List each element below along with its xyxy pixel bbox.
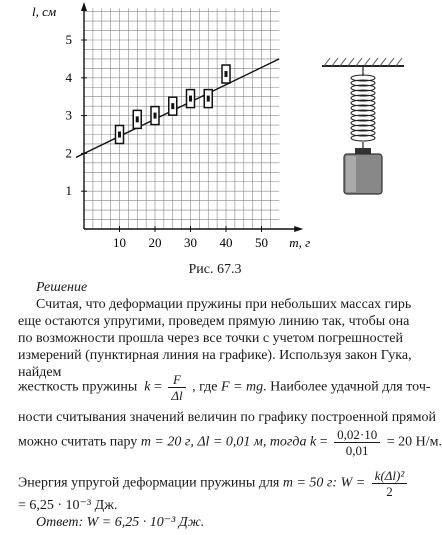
y-tick-label: 2 (65, 145, 72, 161)
figure-caption: Рис. 67.3 (188, 262, 242, 277)
x-tick-label: 50 (255, 235, 268, 250)
y-tick-label: 5 (65, 32, 72, 47)
y-axis-arrow (81, 2, 87, 11)
x-tick-label: 10 (113, 235, 126, 250)
x-axis-arrow (294, 226, 303, 232)
data-point-center (225, 71, 228, 77)
stiffness-calc-line: можно считать пару m = 20 г, Δl = 0,01 м, тогда k = $\frac{0,02\cdot 10}{0,01}$ = 20 Н/м. (18, 427, 442, 458)
data-point-center (207, 96, 210, 102)
data-point-center (136, 116, 139, 122)
stiffness-calc-fraction: $\frac{0,02\cdot 10}{0,01}$ (334, 427, 380, 458)
ceiling-hatching (324, 58, 402, 66)
y-tick-label: 4 (65, 69, 72, 85)
data-point-center (171, 103, 174, 109)
x-axis-label: m, г (289, 235, 311, 250)
figure (0, 0, 430, 262)
y-tick-label: 1 (65, 183, 72, 199)
fit-line (76, 59, 279, 157)
energy-result: = 6,25 · 10⁻³ Дж. (18, 498, 118, 513)
solution-heading: Решение (36, 280, 88, 295)
stiffness-line: жесткость пружины k = $\frac{F}{\Delta l}$ , где F = mg. Наиболее удачной для точ- (18, 372, 431, 403)
energy-line: Энергия упругой деформации пружины для m = 50 г: W = $\frac{\text{k(Δl)²}}{2}$ (18, 468, 410, 499)
weight (344, 148, 382, 194)
answer-line: Ответ: W = 6,25 · 10⁻³ Дж. (36, 515, 205, 530)
x-tick-label: 40 (219, 235, 233, 250)
data-point-center (118, 132, 121, 138)
hooke-chart (32, 2, 310, 250)
spring-coils (351, 75, 375, 141)
x-tick-label: 30 (184, 235, 197, 250)
data-point-center (189, 96, 192, 102)
solution-paragraph: Считая, что деформации пружины при небольших массах гирь еще остаются упругими, проведем прямую линию так, чтобы она по возможности прошла через все точки с учетом погрешностей измерений (пунктирная линия на графике). Используя закон Гука, найдем (18, 297, 412, 380)
data-point-center (154, 113, 157, 119)
energy-fraction: $\frac{\text{k(Δl)²}}{2}$ (372, 468, 408, 499)
x-tick-label: 20 (148, 235, 162, 250)
y-axis-label: l, см (32, 4, 57, 19)
solution-line-2: ности считывания значений величин по графику построенной прямой (18, 410, 436, 425)
stiffness-fraction: $\frac{F}{\Delta l}$ (168, 372, 185, 403)
spring-with-weight-illustration (322, 58, 404, 194)
y-tick-label: 3 (65, 107, 72, 123)
